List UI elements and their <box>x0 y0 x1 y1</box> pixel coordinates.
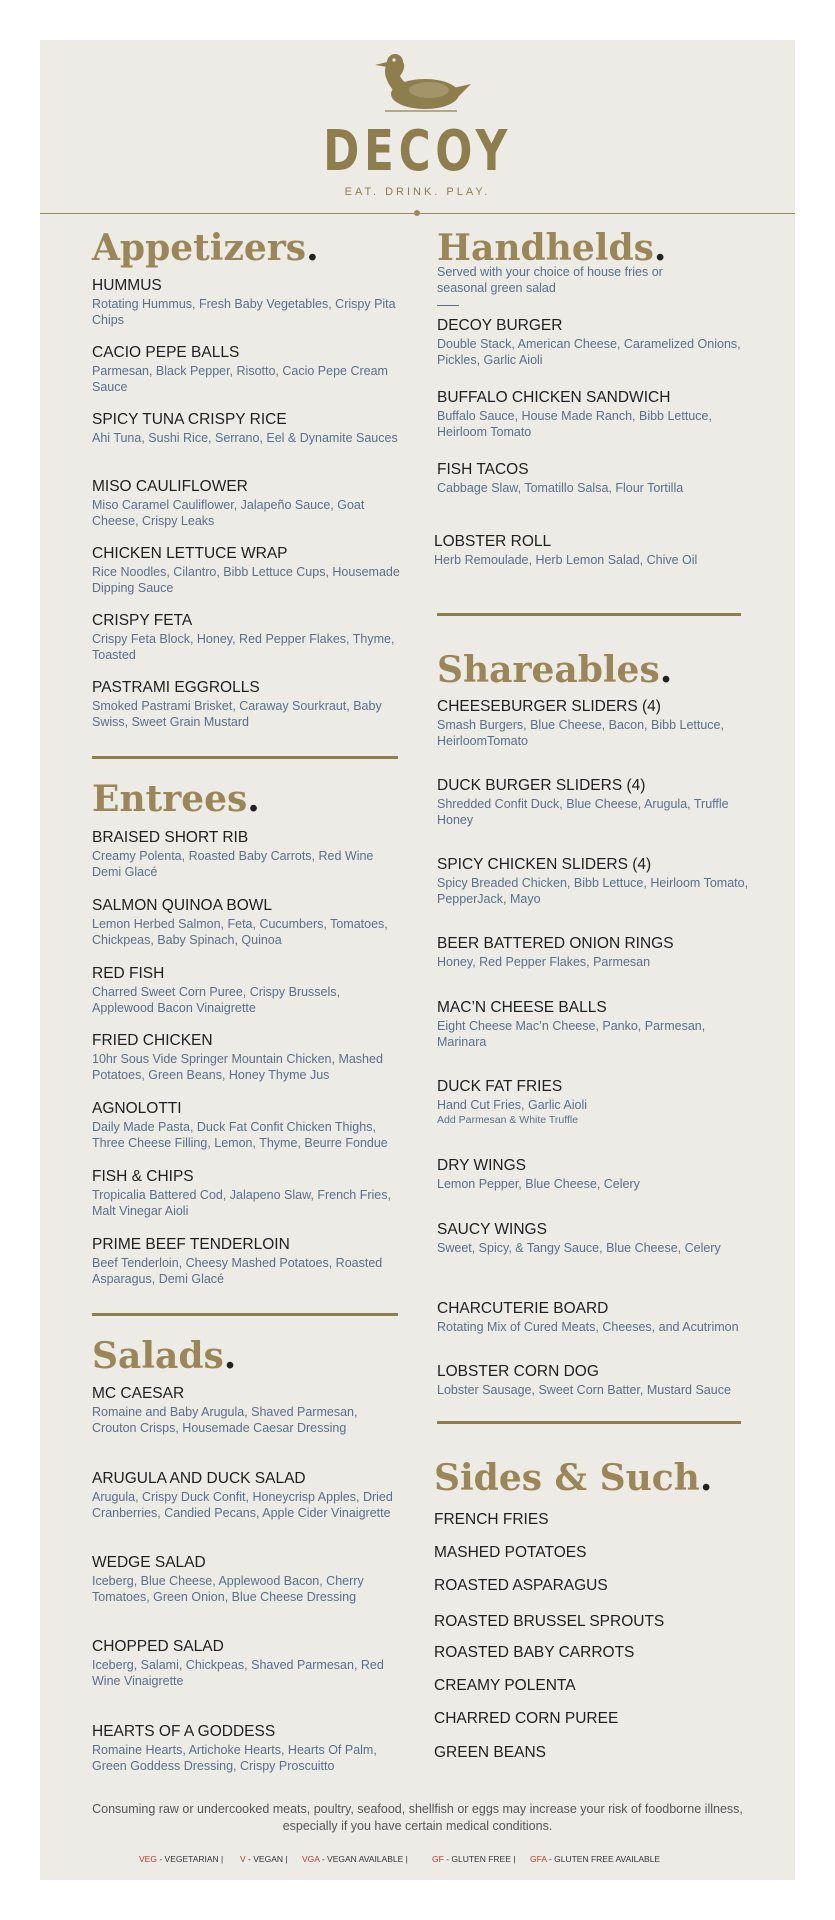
side-item: ROASTED ASPARAGUS <box>434 1577 608 1594</box>
menu-item: DUCK BURGER SLIDERS (4) Shredded Confit Duck, Blue Cheese, Arugula, Truffle Honey <box>437 777 729 827</box>
section-divider <box>437 613 741 616</box>
salads-title: Salads. <box>92 1335 237 1377</box>
menu-item: RED FISH Charred Sweet Corn Puree, Crispy Brussels, Applewood Bacon Vinaigrette <box>92 965 341 1015</box>
side-item: MASHED POTATOES <box>434 1544 587 1561</box>
menu-item: MAC’N CHEESE BALLS Eight Cheese Mac’n Cheese, Panko, Parmesan, Marinara <box>437 999 706 1049</box>
menu-sheet <box>40 40 795 1880</box>
menu-item: BUFFALO CHICKEN SANDWICH Buffalo Sauce, House Made Ranch, Bibb Lettuce, Heirloom Tomato <box>437 389 712 439</box>
menu-item: BRAISED SHORT RIB Creamy Polenta, Roasted Baby Carrots, Red Wine Demi Glacé <box>92 829 374 879</box>
subtitle-divider <box>437 305 459 306</box>
menu-item: MC CAESAR Romaine and Baby Arugula, Shaved Parmesan, Crouton Crisps, Housemade Caesar Dressing <box>92 1385 358 1435</box>
handhelds-subtitle: Served with your choice of house fries or seasonal green salad <box>437 265 663 295</box>
menu-item: CHEESEBURGER SLIDERS (4) Smash Burgers, Blue Cheese, Bacon, Bibb Lettuce, HeirloomTomato <box>437 698 724 748</box>
section-divider <box>92 1313 398 1316</box>
menu-item: LOBSTER CORN DOG Lobster Sausage, Sweet Corn Batter, Mustard Sauce <box>437 1363 731 1397</box>
menu-item: CHOPPED SALAD Iceberg, Salami, Chickpeas, Shaved Parmesan, Red Wine Vinaigrette <box>92 1638 384 1688</box>
menu-item: PASTRAMI EGGROLLS Smoked Pastrami Brisket, Caraway Sourkraut, Baby Swiss, Sweet Grain Mustard <box>92 679 382 729</box>
menu-item: HUMMUS Rotating Hummus, Fresh Baby Vegetables, Crispy Pita Chips <box>92 277 396 327</box>
shareables-title: Shareables. <box>437 649 673 691</box>
menu-item: DECOY BURGER Double Stack, American Cheese, Caramelized Onions, Pickles, Garlic Aioli <box>437 317 741 367</box>
sides-title: Sides & Such. <box>434 1457 713 1499</box>
allergy-disclaimer: Consuming raw or undercooked meats, poultry, seafood, shellfish or eggs may increase your risk of foodborne illness, especially if you have certain medical conditions. <box>92 1802 743 1833</box>
menu-item: FISH TACOS Cabbage Slaw, Tomatillo Salsa, Flour Tortilla <box>437 461 684 495</box>
legend-item: VGA - VEGAN AVAILABLE | <box>302 1854 408 1864</box>
appetizers-title: Appetizers. <box>92 227 319 269</box>
side-item: CHARRED CORN PUREE <box>434 1710 619 1727</box>
item-note: Add Parmesan & White Truffle <box>437 1114 579 1126</box>
menu-item: BEER BATTERED ONION RINGS Honey, Red Pepper Flakes, Parmesan <box>437 935 674 969</box>
side-item: FRENCH FRIES <box>434 1511 549 1528</box>
side-item: GREEN BEANS <box>434 1744 546 1761</box>
side-item: ROASTED BABY CARROTS <box>434 1644 635 1661</box>
menu-item: CHARCUTERIE BOARD Rotating Mix of Cured Meats, Cheeses, and Acutrimon <box>437 1300 739 1334</box>
menu-item: HEARTS OF A GODDESS Romaine Hearts, Artichoke Hearts, Hearts Of Palm, Green Goddess Dressing, Crispy Proscuitto <box>92 1723 377 1773</box>
menu-item: ARUGULA AND DUCK SALAD Arugula, Crispy Duck Confit, Honeycrisp Apples, Dried Cranberries, Candied Pecans, Apple Cider Vinaigrette <box>92 1470 393 1520</box>
header-divider-dot <box>414 210 420 216</box>
menu-item: SPICY CHICKEN SLIDERS (4) Spicy Breaded Chicken, Bibb Lettuce, Heirloom Tomato, PepperJack, Mayo <box>437 856 749 906</box>
handhelds-title: Handhelds. <box>437 227 667 269</box>
menu-item: CACIO PEPE BALLS Parmesan, Black Pepper, Risotto, Cacio Pepe Cream Sauce <box>92 344 388 394</box>
menu-item: AGNOLOTTI Daily Made Pasta, Duck Fat Confit Chicken Thighs, Three Cheese Filling, Lemon, Thyme, Beurre Fondue <box>92 1100 388 1150</box>
tagline: EAT. DRINK. PLAY. <box>344 186 491 198</box>
menu-item: CHICKEN LETTUCE WRAP Rice Noodles, Cilantro, Bibb Lettuce Cups, Housemade Dipping Sauce <box>92 545 400 595</box>
menu-item: FRIED CHICKEN 10hr Sous Vide Springer Mountain Chicken, Mashed Potatoes, Green Beans, Honey Thyme Jus <box>92 1032 383 1082</box>
menu-item: DRY WINGS Lemon Pepper, Blue Cheese, Celery <box>437 1157 640 1191</box>
menu-item: MISO CAULIFLOWER Miso Caramel Cauliflower, Jalapeño Sauce, Goat Cheese, Crispy Leaks <box>92 478 365 528</box>
menu-item: SAUCY WINGS Sweet, Spicy, & Tangy Sauce, Blue Cheese, Celery <box>437 1221 721 1255</box>
legend-item: VEG - VEGETARIAN | <box>139 1854 224 1864</box>
menu-item: FISH & CHIPS Tropicalia Battered Cod, Jalapeno Slaw, French Fries, Malt Vinegar Aioli <box>92 1168 391 1218</box>
legend-item: GFA - GLUTEN FREE AVAILABLE <box>530 1854 661 1864</box>
section-divider <box>437 1421 741 1424</box>
duck-icon <box>363 50 473 120</box>
menu-item: PRIME BEEF TENDERLOIN Beef Tenderloin, Cheesy Mashed Potatoes, Roasted Asparagus, Demi Glacé <box>92 1236 383 1286</box>
menu-item: CRISPY FETA Crispy Feta Block, Honey, Red Pepper Flakes, Thyme, Toasted <box>92 612 395 662</box>
side-item: ROASTED BRUSSEL SPROUTS <box>434 1613 665 1630</box>
entrees-title: Entrees. <box>92 778 260 820</box>
menu-item: SALMON QUINOA BOWL Lemon Herbed Salmon, Feta, Cucumbers, Tomatoes, Chickpeas, Baby Spinach, Quinoa <box>92 897 388 947</box>
menu-item: LOBSTER ROLL Herb Remoulade, Herb Lemon Salad, Chive Oil <box>434 533 698 567</box>
menu-item: WEDGE SALAD Iceberg, Blue Cheese, Applewood Bacon, Cherry Tomatoes, Green Onion, Blue Cheese Dressing <box>92 1554 364 1604</box>
legend-item: V - VEGAN | <box>240 1854 288 1864</box>
legend-item: GF - GLUTEN FREE | <box>432 1854 516 1864</box>
menu-item: DUCK FAT FRIES Hand Cut Fries, Garlic Aioli Add Parmesan & White Truffle <box>437 1078 749 1127</box>
section-divider <box>92 756 398 759</box>
logo-block <box>40 40 795 215</box>
menu-item: SPICY TUNA CRISPY RICE Ahi Tuna, Sushi Rice, Serrano, Eel & Dynamite Sauces <box>92 411 398 445</box>
side-item: CREAMY POLENTA <box>434 1677 576 1694</box>
brand-name: DECOY <box>323 119 512 184</box>
